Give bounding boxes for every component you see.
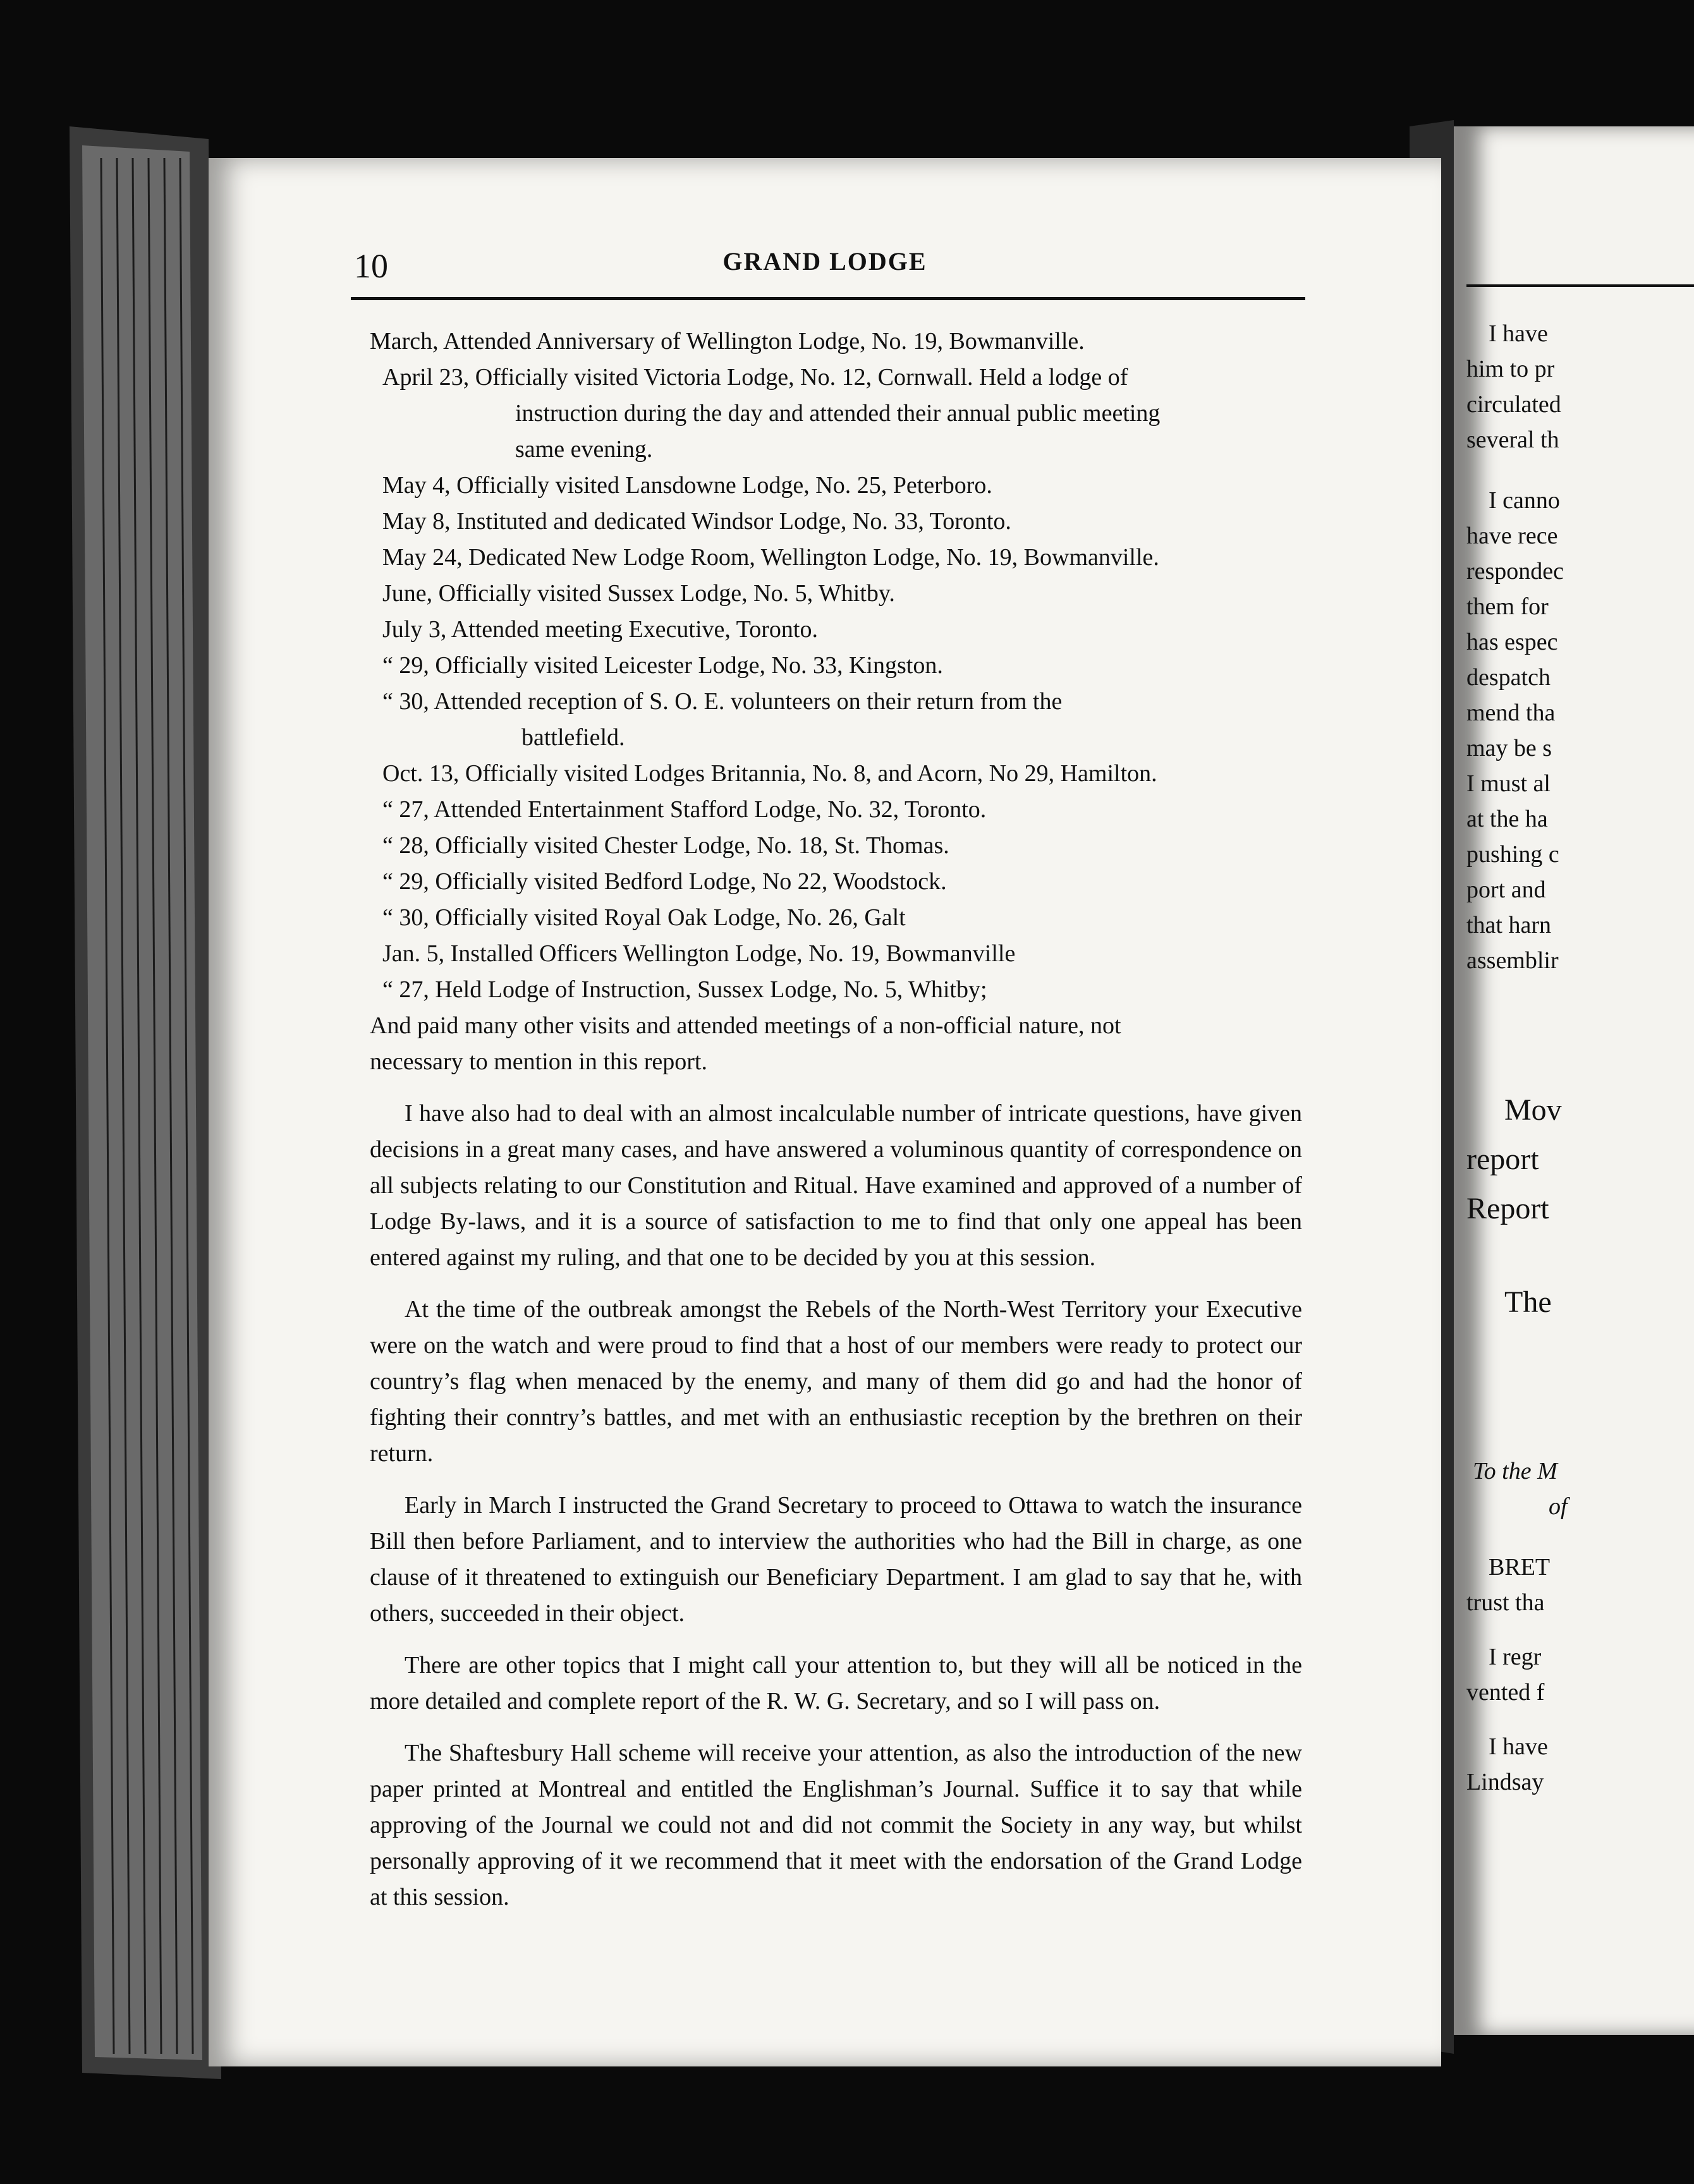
- text-line: them for: [1466, 593, 1549, 620]
- text-line: pushing c: [1466, 841, 1559, 868]
- heading-line: Mov: [1504, 1093, 1562, 1127]
- closing-line: And paid many other visits and attended meetings of a non-official nature, not: [370, 1012, 1121, 1039]
- text-line: port and: [1466, 877, 1546, 903]
- text-line: has espec: [1466, 629, 1558, 655]
- text-line: that harn: [1466, 912, 1552, 938]
- text-line: despatch: [1466, 664, 1551, 691]
- diary-entry: May 4, Officially visited Lansdowne Lodge, No. 25, Peterboro.: [382, 472, 992, 499]
- text-line: assemblir: [1466, 947, 1559, 974]
- diary-entry: July 3, Attended meeting Executive, Toronto.: [382, 616, 818, 643]
- paragraph: I have also had to deal with an almost incalculable number of intricate questions, have given decisions in a great many cases, and have answered a voluminous quantity of correspondence on all subjects relating to our Constitution and Ritual. Have examined and approved of a number of Lodge By-laws, and it is a source of satisfaction to me to find that only one appeal has been entered against my ruling, and that one to be decided by you at this session.: [370, 1100, 1302, 1271]
- page-number: 10: [354, 247, 388, 285]
- text-line: may be s: [1466, 735, 1552, 761]
- diary-entry-continuation: same evening.: [515, 436, 653, 463]
- closing-line: necessary to mention in this report.: [370, 1048, 707, 1075]
- heading-line: Report: [1466, 1192, 1549, 1225]
- diary-entry-continuation: instruction during the day and attended their annual public meeting: [515, 400, 1161, 427]
- text-block: [1466, 1729, 1694, 1800]
- address-line: of: [1549, 1493, 1568, 1520]
- paragraph: At the time of the outbreak amongst the Rebels of the North-West Territory your Executive were on the watch and were proud to find that a host of our members were ready to protect our country’s flag when menaced by the enemy, and many of them did go and had the honor of fighting their conntry’s battles, and met with an enthusiastic reception by the brethren on their return.: [370, 1296, 1302, 1467]
- diary-entry: March, Attended Anniversary of Wellington Lodge, No. 19, Bowmanville.: [370, 328, 1085, 355]
- right-header-rule: [1466, 284, 1694, 287]
- address-block: [1466, 1453, 1694, 1524]
- left-page: [209, 158, 1441, 2066]
- text-line: I canno: [1489, 487, 1560, 514]
- heading-block: [1466, 1086, 1694, 1234]
- text-line: BRET: [1489, 1554, 1551, 1580]
- text-line: I have: [1489, 320, 1548, 347]
- text-line: mend tha: [1466, 700, 1556, 726]
- text-line: have rece: [1466, 523, 1558, 549]
- paragraph: The Shaftesbury Hall scheme will receive your attention, as also the introduction of the new paper printed at Montreal and entitled the Englishman’s Journal. Suffice it to say that while approving of the Journal we could not and did not commit the Society in any way, but whilst personally approving of it we recommend that it meet with the endorsation of the Grand Lodge at this session.: [370, 1740, 1302, 1910]
- page-body: [370, 324, 1302, 1922]
- text-block: [1466, 483, 1694, 978]
- text-block: [1466, 1550, 1694, 1620]
- diary-entry: “ 30, Attended reception of S. O. E. volunteers on their return from the: [382, 688, 1063, 715]
- diary-entry: April 23, Officially visited Victoria Lodge, No. 12, Cornwall. Held a lodge of: [382, 364, 1128, 391]
- diary-entry: May 24, Dedicated New Lodge Room, Wellington Lodge, No. 19, Bowmanville.: [382, 544, 1159, 571]
- text-block: [1466, 1639, 1694, 1710]
- diary-entry: “ 30, Officially visited Royal Oak Lodge, No. 26, Galt: [382, 904, 906, 931]
- diary-entry: June, Officially visited Sussex Lodge, No. 5, Whitby.: [382, 580, 895, 607]
- running-head: GRAND LODGE: [722, 247, 927, 276]
- diary-entry: “ 27, Held Lodge of Instruction, Sussex Lodge, No. 5, Whitby;: [382, 976, 987, 1003]
- diary-list: [370, 324, 1302, 1008]
- diary-entry-continuation: battlefield.: [521, 724, 625, 751]
- diary-entry: Jan. 5, Installed Officers Wellington Lodge, No. 19, Bowmanville: [382, 940, 1016, 967]
- right-page-fragment: [1454, 126, 1694, 2035]
- diary-entry: “ 29, Officially visited Leicester Lodge, No. 33, Kingston.: [382, 652, 943, 679]
- text-line: trust tha: [1466, 1589, 1545, 1616]
- text-line: circulated: [1466, 391, 1561, 418]
- text-line: several th: [1466, 427, 1559, 453]
- text-line: I regr: [1489, 1644, 1542, 1670]
- diary-entry: “ 27, Attended Entertainment Stafford Lodge, No. 32, Toronto.: [382, 796, 987, 823]
- text-line: at the ha: [1466, 806, 1548, 832]
- text-line: respondec: [1466, 558, 1564, 585]
- diary-entry: May 8, Instituted and dedicated Windsor Lodge, No. 33, Toronto.: [382, 508, 1011, 535]
- diary-entry: “ 28, Officially visited Chester Lodge, No. 18, St. Thomas.: [382, 832, 949, 859]
- text-block: [1466, 316, 1694, 458]
- text-line: I must al: [1466, 770, 1551, 797]
- header-rule: [351, 297, 1305, 300]
- heading-line: The: [1504, 1285, 1552, 1319]
- text-line: Lindsay: [1466, 1769, 1544, 1795]
- text-line: I have: [1489, 1733, 1548, 1760]
- text-line: him to pr: [1466, 356, 1555, 382]
- diary-entry: Oct. 13, Officially visited Lodges Britannia, No. 8, and Acorn, No 29, Hamilton.: [382, 760, 1157, 787]
- right-page-body: [1466, 316, 1694, 1800]
- paragraph: Early in March I instructed the Grand Secretary to proceed to Ottawa to watch the insurance Bill then before Parliament, and to interview the authorities who had the Bill in charge, as one clause of it threatened to extinguish our Beneficiary Department. I am glad to say that he, with others, succeeded in their object.: [370, 1492, 1302, 1627]
- heading-line: report: [1466, 1143, 1539, 1176]
- address-line: To the M: [1473, 1458, 1557, 1484]
- paragraph: There are other topics that I might call your attention to, but they will all be noticed in the more detailed and complete report of the R. W. G. Secretary, and so I will pass on.: [370, 1652, 1302, 1714]
- diary-entry: “ 29, Officially visited Bedford Lodge, No 22, Woodstock.: [382, 868, 947, 895]
- text-line: vented f: [1466, 1679, 1545, 1706]
